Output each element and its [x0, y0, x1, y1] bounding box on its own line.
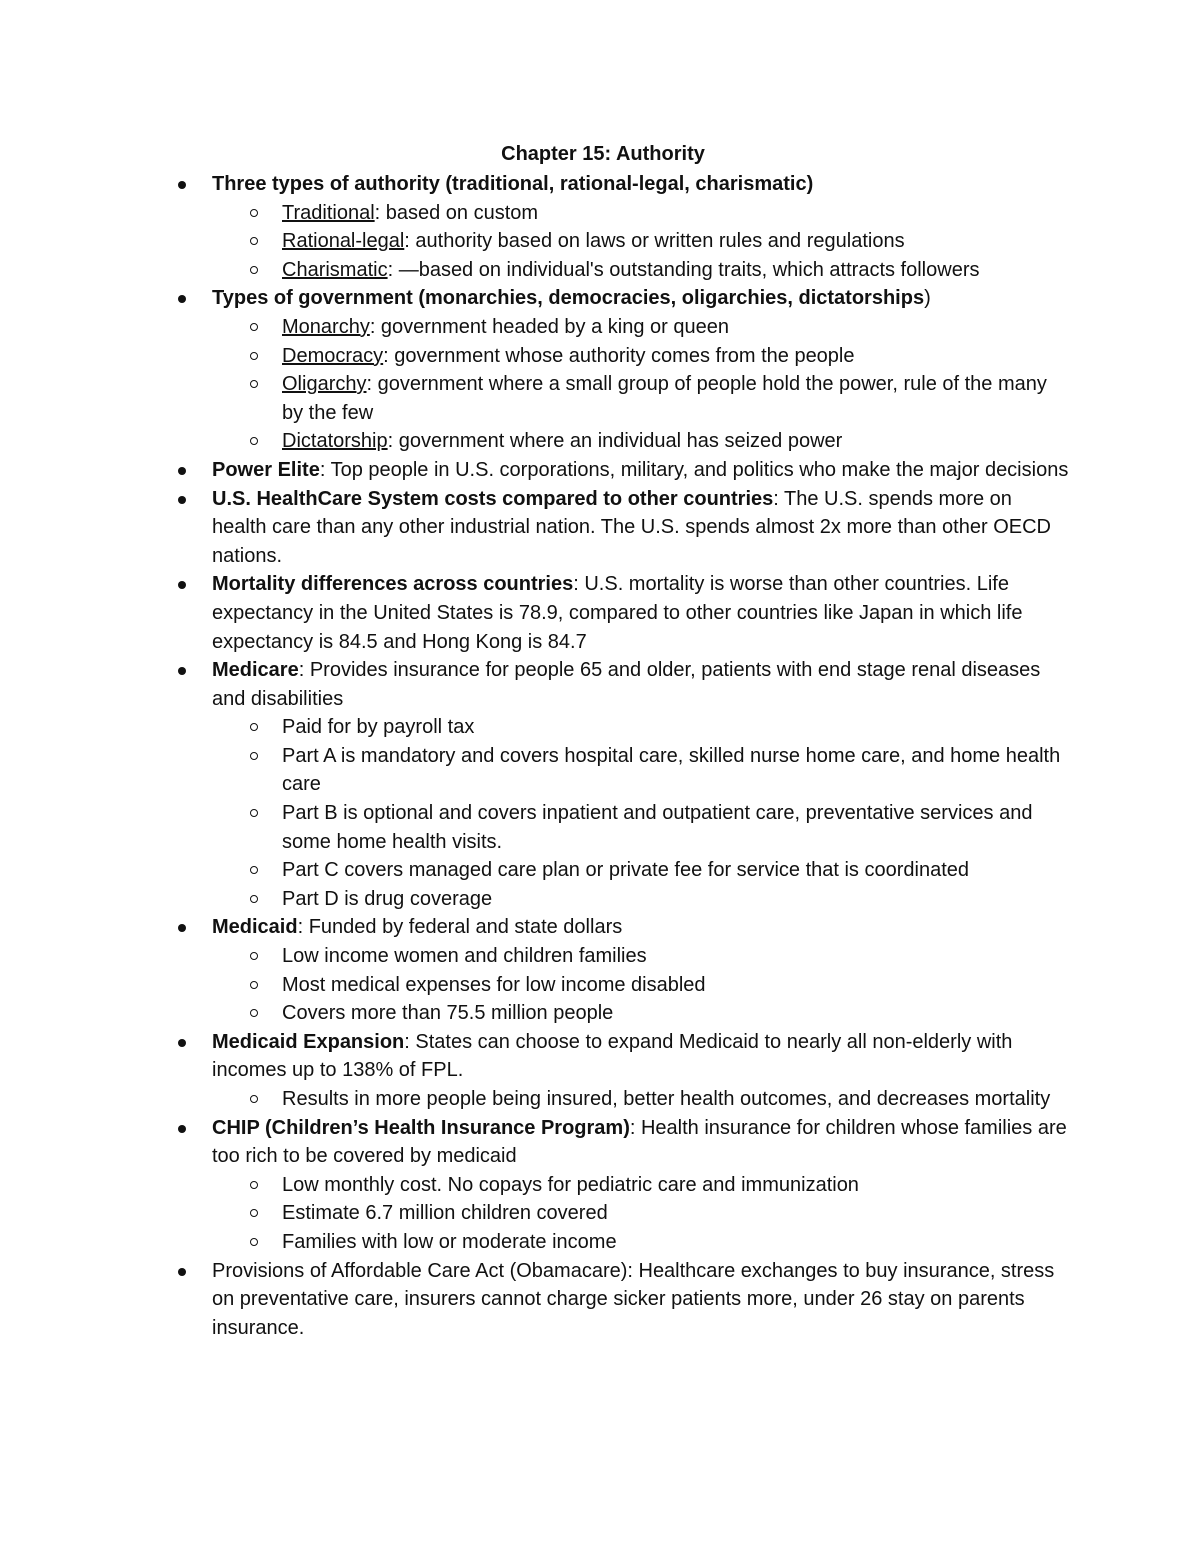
- sub-list: [212, 1085, 1070, 1114]
- outline-item: [176, 170, 1070, 284]
- item-text: : Health insurance for children whose families are too rich to be covered by medicaid: [212, 1116, 1067, 1168]
- sub-item: [212, 999, 1070, 1028]
- sub-item: [212, 856, 1070, 885]
- hollow-bullet-icon: [250, 1181, 258, 1189]
- sub-item: [212, 885, 1070, 914]
- sub-item-text: : based on custom: [374, 201, 539, 224]
- sub-item: [212, 971, 1070, 1000]
- hollow-bullet-icon: [250, 752, 258, 760]
- sub-item: [212, 227, 1070, 256]
- outline-item: [176, 485, 1070, 571]
- item-heading: U.S. HealthCare System costs compared to other countries: [212, 487, 774, 510]
- hollow-bullet-icon: [250, 1009, 258, 1017]
- sub-item-text: Results in more people being insured, better health outcomes, and decreases mortality: [282, 1088, 1051, 1110]
- item-text: ): [924, 287, 931, 310]
- sub-item: [212, 713, 1070, 742]
- sub-item: [212, 1228, 1070, 1257]
- sub-item-text: : government headed by a king or queen: [369, 315, 729, 338]
- hollow-bullet-icon: [250, 952, 258, 960]
- outline-item: [176, 1257, 1070, 1343]
- outline-item: [176, 284, 1070, 456]
- item-heading: CHIP (Children’s Health Insurance Program): [212, 1116, 630, 1139]
- item-heading: Power Elite: [212, 458, 320, 481]
- item-text: : Funded by federal and state dollars: [297, 916, 623, 939]
- bullet-icon: [178, 496, 186, 504]
- hollow-bullet-icon: [250, 1209, 258, 1217]
- sub-item-text: : authority based on laws or written rules and regulations: [404, 230, 905, 253]
- outline-list: [176, 170, 1070, 1342]
- hollow-bullet-icon: [250, 1095, 258, 1103]
- item-text: : States can choose to expand Medicaid to nearly all non-elderly with incomes up to 138% of FPL.: [212, 1030, 1013, 1082]
- hollow-bullet-icon: [250, 266, 258, 274]
- bullet-icon: [178, 1268, 186, 1276]
- sub-item-term: Monarchy: [282, 315, 370, 338]
- sub-item: [212, 256, 1070, 285]
- sub-item-term: Rational-legal: [282, 230, 405, 253]
- outline-item: [176, 913, 1070, 1027]
- sub-item-text: Part A is mandatory and covers hospital care, skilled nurse home care, and home health care: [282, 744, 1061, 796]
- hollow-bullet-icon: [250, 237, 258, 245]
- item-text: : Provides insurance for people 65 and older, patients with end stage renal diseases and disabilities: [212, 659, 1041, 710]
- sub-item: [212, 1171, 1070, 1200]
- sub-item-text: : government where an individual has seized power: [387, 430, 843, 453]
- outline-item: [176, 456, 1070, 485]
- sub-item: [212, 1085, 1070, 1114]
- item-heading: Mortality differences across countries: [212, 573, 574, 596]
- hollow-bullet-icon: [250, 437, 258, 445]
- bullet-icon: [178, 1039, 186, 1047]
- bullet-icon: [178, 581, 186, 589]
- item-text: : Top people in U.S. corporations, military, and politics who make the major decisions: [319, 458, 1069, 481]
- sub-item-term: Dictatorship: [282, 430, 388, 453]
- sub-item-term: Oligarchy: [282, 373, 367, 396]
- hollow-bullet-icon: [250, 209, 258, 217]
- hollow-bullet-icon: [250, 352, 258, 360]
- sub-item: [212, 370, 1070, 427]
- hollow-bullet-icon: [250, 895, 258, 903]
- sub-item-term: Democracy: [282, 344, 384, 367]
- sub-item: [212, 799, 1070, 856]
- sub-item-text: Low income women and children families: [282, 945, 647, 968]
- hollow-bullet-icon: [250, 981, 258, 989]
- bullet-icon: [178, 295, 186, 303]
- sub-item-text: Part C covers managed care plan or private fee for service that is coordinated: [282, 859, 970, 882]
- sub-item: [212, 942, 1070, 971]
- sub-item: [212, 313, 1070, 342]
- sub-list: [212, 313, 1070, 456]
- hollow-bullet-icon: [250, 866, 258, 874]
- sub-item-term: Traditional: [282, 201, 375, 224]
- outline-item: [176, 656, 1070, 913]
- sub-item: [212, 199, 1070, 228]
- sub-item-text: Low monthly cost. No copays for pediatric care and immunization: [282, 1173, 859, 1196]
- bullet-icon: [178, 1125, 186, 1133]
- outline-item: [176, 570, 1070, 656]
- hollow-bullet-icon: [250, 809, 258, 817]
- outline-item: [176, 1028, 1070, 1114]
- bullet-icon: [178, 467, 186, 475]
- sub-list: [212, 713, 1070, 913]
- page-title: Chapter 15: Authority: [501, 143, 705, 165]
- sub-item-text: Estimate 6.7 million children covered: [282, 1202, 608, 1225]
- sub-item: [212, 342, 1070, 371]
- bullet-icon: [178, 924, 186, 932]
- sub-item-text: : government whose authority comes from the people: [383, 344, 855, 367]
- item-heading: Three types of authority (traditional, rational-legal, charismatic): [212, 173, 814, 195]
- sub-item: [212, 427, 1070, 456]
- item-heading: Medicare: [212, 659, 299, 682]
- hollow-bullet-icon: [250, 1238, 258, 1246]
- item-text: : U.S. mortality is worse than other countries. Life expectancy in the United States is 78.9, compared to other countries like Japan in which life expectancy is 84.5 and Hong Kong is 84.7: [212, 573, 1023, 653]
- sub-item: [212, 742, 1070, 799]
- sub-item-text: Covers more than 75.5 million people: [282, 1002, 614, 1025]
- sub-list: [212, 942, 1070, 1028]
- sub-item-term: Charismatic: [282, 258, 388, 281]
- item-text: : The U.S. spends more on health care than any other industrial nation. The U.S. spends almost 2x more than other OECD nations.: [212, 487, 1051, 567]
- sub-item-text: Part B is optional and covers inpatient and outpatient care, preventative services and some home health visits.: [282, 802, 1033, 853]
- sub-item-text: : —based on individual's outstanding traits, which attracts followers: [387, 258, 980, 281]
- item-heading: Medicaid: [212, 916, 298, 939]
- sub-list: [212, 1171, 1070, 1257]
- item-heading: Types of government (monarchies, democracies, oligarchies, dictatorships: [212, 287, 925, 310]
- hollow-bullet-icon: [250, 380, 258, 388]
- sub-item: [212, 1199, 1070, 1228]
- sub-item-text: : government where a small group of people hold the power, rule of the many by the few: [282, 373, 1047, 424]
- sub-list: [212, 199, 1070, 285]
- sub-item-text: Most medical expenses for low income disabled: [282, 973, 706, 996]
- bullet-icon: [178, 667, 186, 675]
- sub-item-text: Part D is drug coverage: [282, 887, 493, 910]
- sub-item-text: Paid for by payroll tax: [282, 716, 475, 739]
- item-heading: Medicaid Expansion: [212, 1030, 405, 1053]
- bullet-icon: [178, 181, 186, 189]
- outline-item: [176, 1114, 1070, 1257]
- sub-item-text: Families with low or moderate income: [282, 1230, 617, 1253]
- hollow-bullet-icon: [250, 723, 258, 731]
- item-text: Provisions of Affordable Care Act (Obamacare): Healthcare exchanges to buy insurance, stress on preventative care, insurers cannot charge sicker patients more, under 26 stay on parents insurance.: [212, 1259, 1055, 1339]
- hollow-bullet-icon: [250, 323, 258, 331]
